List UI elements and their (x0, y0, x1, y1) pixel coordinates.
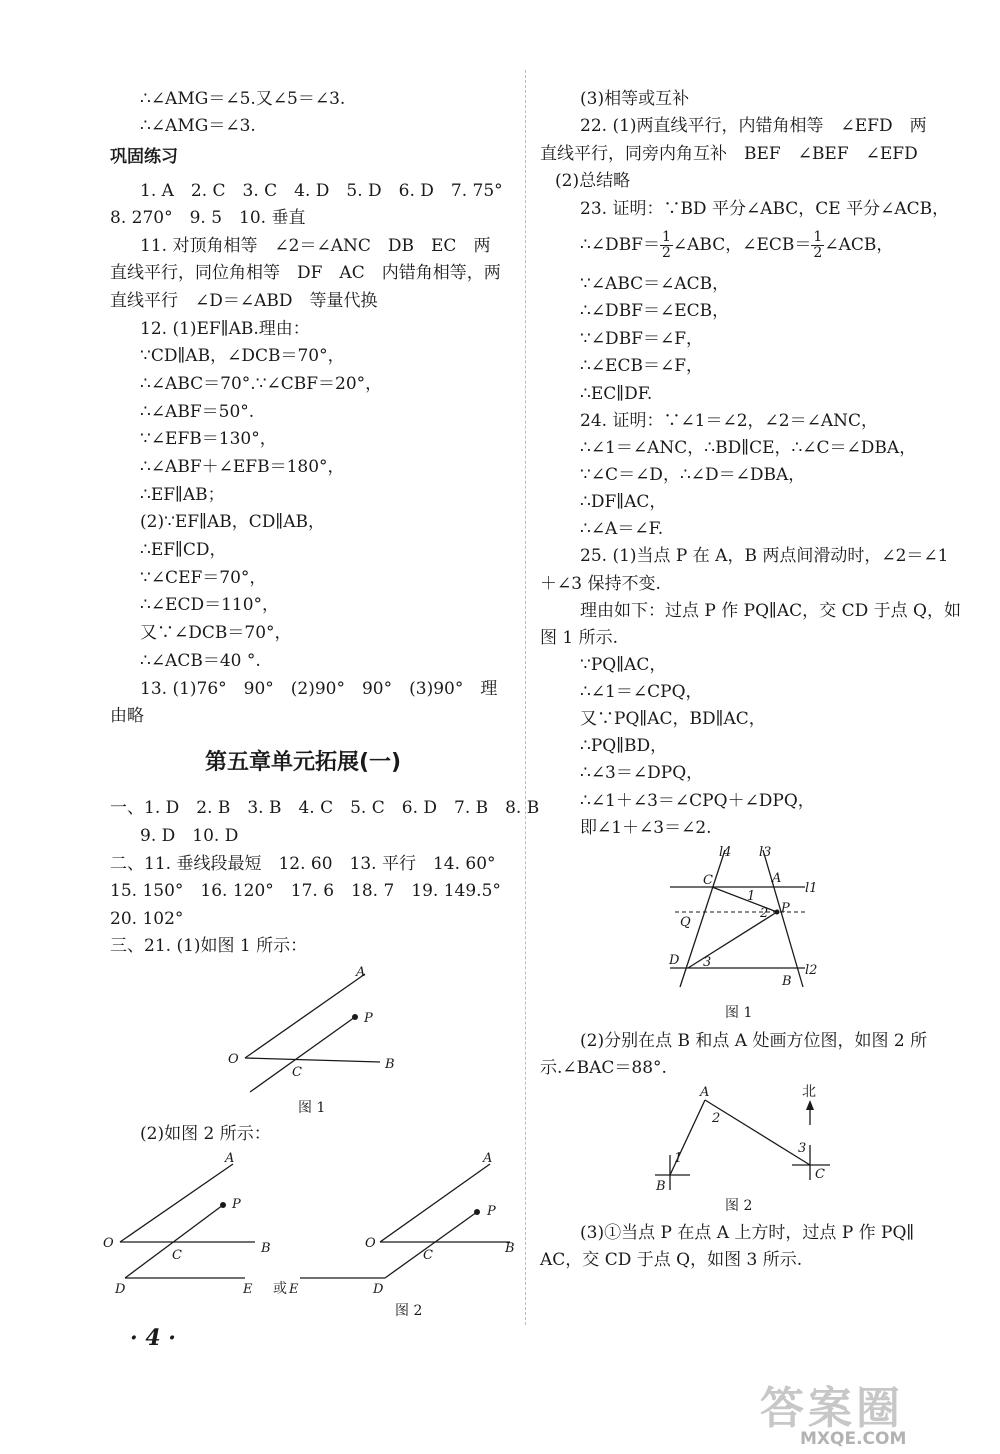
text-line: ∴PQ∥BD， (580, 736, 668, 756)
text-line: 1. A 2. C 3. C 4. D 5. D 6. D 7. 75° (140, 181, 503, 201)
text-line: 二、11. 垂线段最短 12. 60 13. 平行 14. 60° (110, 854, 496, 874)
text-line: ∴∠ABF＝50°. (140, 402, 255, 422)
fraction-numerator: 1 (813, 229, 823, 245)
text-line: ∴∠ABC＝70°.∵∠CBF＝20°， (140, 374, 383, 394)
label-b: B (261, 1241, 271, 1256)
text-line: ∴EF∥CD， (140, 540, 227, 560)
label-b: B (656, 1179, 666, 1194)
fraction-line-post: ∠ACB， (824, 235, 894, 255)
figure-1-left (220, 960, 420, 1125)
text-line: ＋∠3 保持不变. (540, 574, 661, 594)
fraction-line (580, 228, 893, 262)
label-b: B (782, 974, 792, 989)
label-p: P (232, 1197, 241, 1212)
text-line: ∴∠1＝∠ANC，∴BD∥CE，∴∠C＝∠DBA， (580, 438, 917, 458)
text-line: ∵PQ∥AC， (580, 655, 667, 675)
figure-2-left-svg (95, 1150, 515, 1325)
label-3: 3 (703, 955, 712, 970)
label-c: C (423, 1248, 433, 1263)
label-a: A (772, 871, 782, 886)
north-arrow-icon (806, 1100, 814, 1110)
label-c: C (815, 1167, 825, 1182)
text-line: ∴∠DBF＝∠ECB， (580, 301, 730, 321)
fraction-numerator: 1 (661, 229, 671, 245)
text-line: 11. 对顶角相等 ∠2＝∠ANC DB EC 两 (140, 236, 491, 256)
text-line: ∴EF∥AB； (140, 485, 225, 505)
label-a: A (356, 965, 366, 980)
text-line: (2)总结略 (555, 171, 631, 191)
watermark-logo (760, 1385, 990, 1450)
figure-2-left (95, 1150, 515, 1330)
label-a: A (225, 1151, 235, 1166)
label-p: P (364, 1011, 373, 1026)
text-line: 图 1 所示. (540, 628, 619, 648)
line-oa (380, 1164, 490, 1242)
label-2: 2 (760, 906, 769, 921)
line-oa (120, 1164, 233, 1242)
fraction-line-pre: ∴∠DBF＝ (580, 235, 660, 255)
text-line: 又∵PQ∥AC，BD∥AC， (580, 709, 766, 729)
page-number: · 4 · (130, 1325, 176, 1351)
text-line: ∴∠1＝∠CPQ， (580, 682, 703, 702)
text-line: 13. (1)76° 90° (2)90° 90° (3)90° 理 (140, 679, 498, 699)
text-line: 一、1. D 2. B 3. B 4. C 5. C 6. D 7. B 8. B (110, 798, 540, 818)
label-d: D (669, 953, 680, 968)
text-line: ∴∠ECD＝110°， (140, 595, 280, 615)
label-b: B (505, 1241, 515, 1256)
label-o: O (103, 1236, 114, 1251)
caption-fig2: 图 2 (395, 1303, 423, 1319)
label-p: P (487, 1204, 496, 1219)
point-p (352, 1014, 358, 1020)
figure-1-left-svg (220, 960, 420, 1120)
fraction-half (660, 230, 673, 261)
text-line: 15. 150° 16. 120° 17. 6 18. 7 19. 149.5° (110, 881, 501, 901)
text-line: 直线平行 ∠D＝∠ABD 等量代换 (110, 291, 378, 311)
text-line: ∵CD∥AB，∠DCB＝70°， (140, 346, 345, 366)
line-oa (245, 974, 365, 1058)
label-c: C (292, 1065, 302, 1080)
text-line: 12. (1)EF∥AB.理由： (140, 319, 310, 339)
text-line: ∴∠3＝∠DPQ， (580, 763, 704, 783)
text-line: ∴∠ABF＋∠EFB＝180°， (140, 457, 345, 477)
label-a: A (700, 1085, 710, 1100)
line-dp (385, 1212, 477, 1278)
figure-2-right (650, 1080, 850, 1220)
label-b: B (385, 1057, 395, 1072)
watermark-text: 答案圈 (760, 1383, 904, 1434)
text-line: ∵∠C＝∠D，∴∠D＝∠DBA， (580, 465, 806, 485)
line-ob (245, 1058, 380, 1062)
label-q: Q (680, 915, 691, 930)
fraction-half (811, 230, 824, 261)
label-l4: l4 (719, 845, 732, 860)
text-line: 直线平行，同旁内角互补 BEF ∠BEF ∠EFD (540, 144, 918, 164)
text-line: ∵∠CEF＝70°， (140, 568, 267, 588)
text-line: (2)∵EF∥AB，CD∥AB， (140, 512, 325, 532)
text-line: ∴EC∥DF. (580, 384, 653, 404)
text-line: 示.∠BAC＝88°. (540, 1058, 667, 1078)
text-line: (3)相等或互补 (580, 89, 690, 109)
label-3: 3 (798, 1141, 807, 1156)
text-line: ∴DF∥AC， (580, 492, 667, 512)
text-line: (2)如图 2 所示： (140, 1124, 271, 1144)
text-line: 9. D 10. D (140, 826, 239, 846)
text-line: (3)①当点 P 在点 A 上方时，过点 P 作 PQ∥ (580, 1223, 915, 1243)
label-1: 1 (674, 1151, 683, 1166)
label-o: O (365, 1236, 376, 1251)
point-p (474, 1209, 480, 1215)
label-c: C (172, 1248, 182, 1263)
text-line: 25. (1)当点 P 在 A，B 两点间滑动时，∠2＝∠1 (580, 546, 949, 566)
fraction-line-mid: ∠ABC，∠ECB＝ (672, 235, 812, 255)
watermark-url: MXQE.COM (800, 1429, 907, 1449)
text-line: (2)分别在点 B 和点 A 处画方位图，如图 2 所 (580, 1031, 928, 1051)
point-p (775, 910, 780, 915)
label-l1: l1 (805, 881, 818, 896)
text-line: ∴∠ECB＝∠F， (580, 356, 704, 376)
label-1: 1 (747, 889, 756, 904)
figure-2-right-svg (650, 1080, 850, 1215)
text-line: 8. 270° 9. 5 10. 垂直 (110, 208, 306, 228)
label-e: E (243, 1282, 253, 1297)
text-line: 20. 102° (110, 909, 184, 929)
line-cp (250, 1017, 355, 1092)
column-divider (525, 70, 526, 1325)
text-line: 直线平行，同位角相等 DF AC 内错角相等，两 (110, 263, 501, 283)
label-2: 2 (712, 1111, 721, 1126)
label-p: P (781, 901, 790, 916)
label-l2: l2 (805, 963, 818, 978)
text-line: 22. (1)两直线平行，内错角相等 ∠EFD 两 (580, 116, 927, 136)
caption-fig2-right: 图 2 (725, 1198, 753, 1214)
text-line: 理由如下：过点 P 作 PQ∥AC，交 CD 于点 Q，如 (580, 601, 961, 621)
caption-fig1: 图 1 (298, 1100, 326, 1116)
text-line: ∴∠AMG＝∠5.又∠5＝∠3. (140, 89, 346, 109)
text-line: 23. 证明：∵BD 平分∠ABC，CE 平分∠ACB， (580, 199, 950, 219)
figure-1-right (655, 842, 835, 1027)
text-line: 又∵∠DCB＝70°， (140, 623, 292, 643)
text-line: 24. 证明：∵∠1＝∠2，∠2＝∠ANC， (580, 411, 879, 431)
figure-1-right-svg (655, 842, 835, 1022)
label-o: O (228, 1052, 239, 1067)
point-p (220, 1202, 226, 1208)
text-line: ∴∠1＋∠3＝∠CPQ＋∠DPQ， (580, 791, 815, 811)
fraction-denominator: 2 (813, 245, 823, 261)
label-l3: l3 (759, 845, 772, 860)
text-line: ∴∠ACB＝40 °. (140, 651, 261, 671)
section-title: 巩固练习 (110, 147, 178, 167)
line-l3 (763, 850, 803, 987)
text-line: ∴∠AMG＝∠3. (140, 116, 256, 136)
text-line: 由略 (110, 706, 144, 726)
text-line: ∴∠A＝∠F. (580, 519, 664, 539)
caption-fig1-right: 图 1 (725, 1005, 753, 1021)
label-d: D (373, 1282, 384, 1297)
text-line: 即∠1＋∠3＝∠2. (580, 818, 712, 838)
text-line: ∵∠DBF＝∠F， (580, 329, 704, 349)
text-line: ∵∠ABC＝∠ACB， (580, 274, 730, 294)
label-d: D (115, 1282, 126, 1297)
label-e: E (289, 1282, 299, 1297)
label-c: C (703, 873, 713, 888)
text-line: AC，交 CD 于点 Q，如图 3 所示. (540, 1250, 803, 1270)
label-a: A (483, 1151, 493, 1166)
text-line: ∵∠EFB＝130°， (140, 429, 277, 449)
label-north: 北 (802, 1084, 816, 1100)
chapter-title: 第五章单元拓展(一) (205, 750, 402, 775)
fraction-denominator: 2 (661, 245, 671, 261)
line-ac (705, 1100, 810, 1165)
text-line: 三、21. (1)如图 1 所示： (110, 936, 308, 956)
or-text: 或 (273, 1281, 287, 1297)
